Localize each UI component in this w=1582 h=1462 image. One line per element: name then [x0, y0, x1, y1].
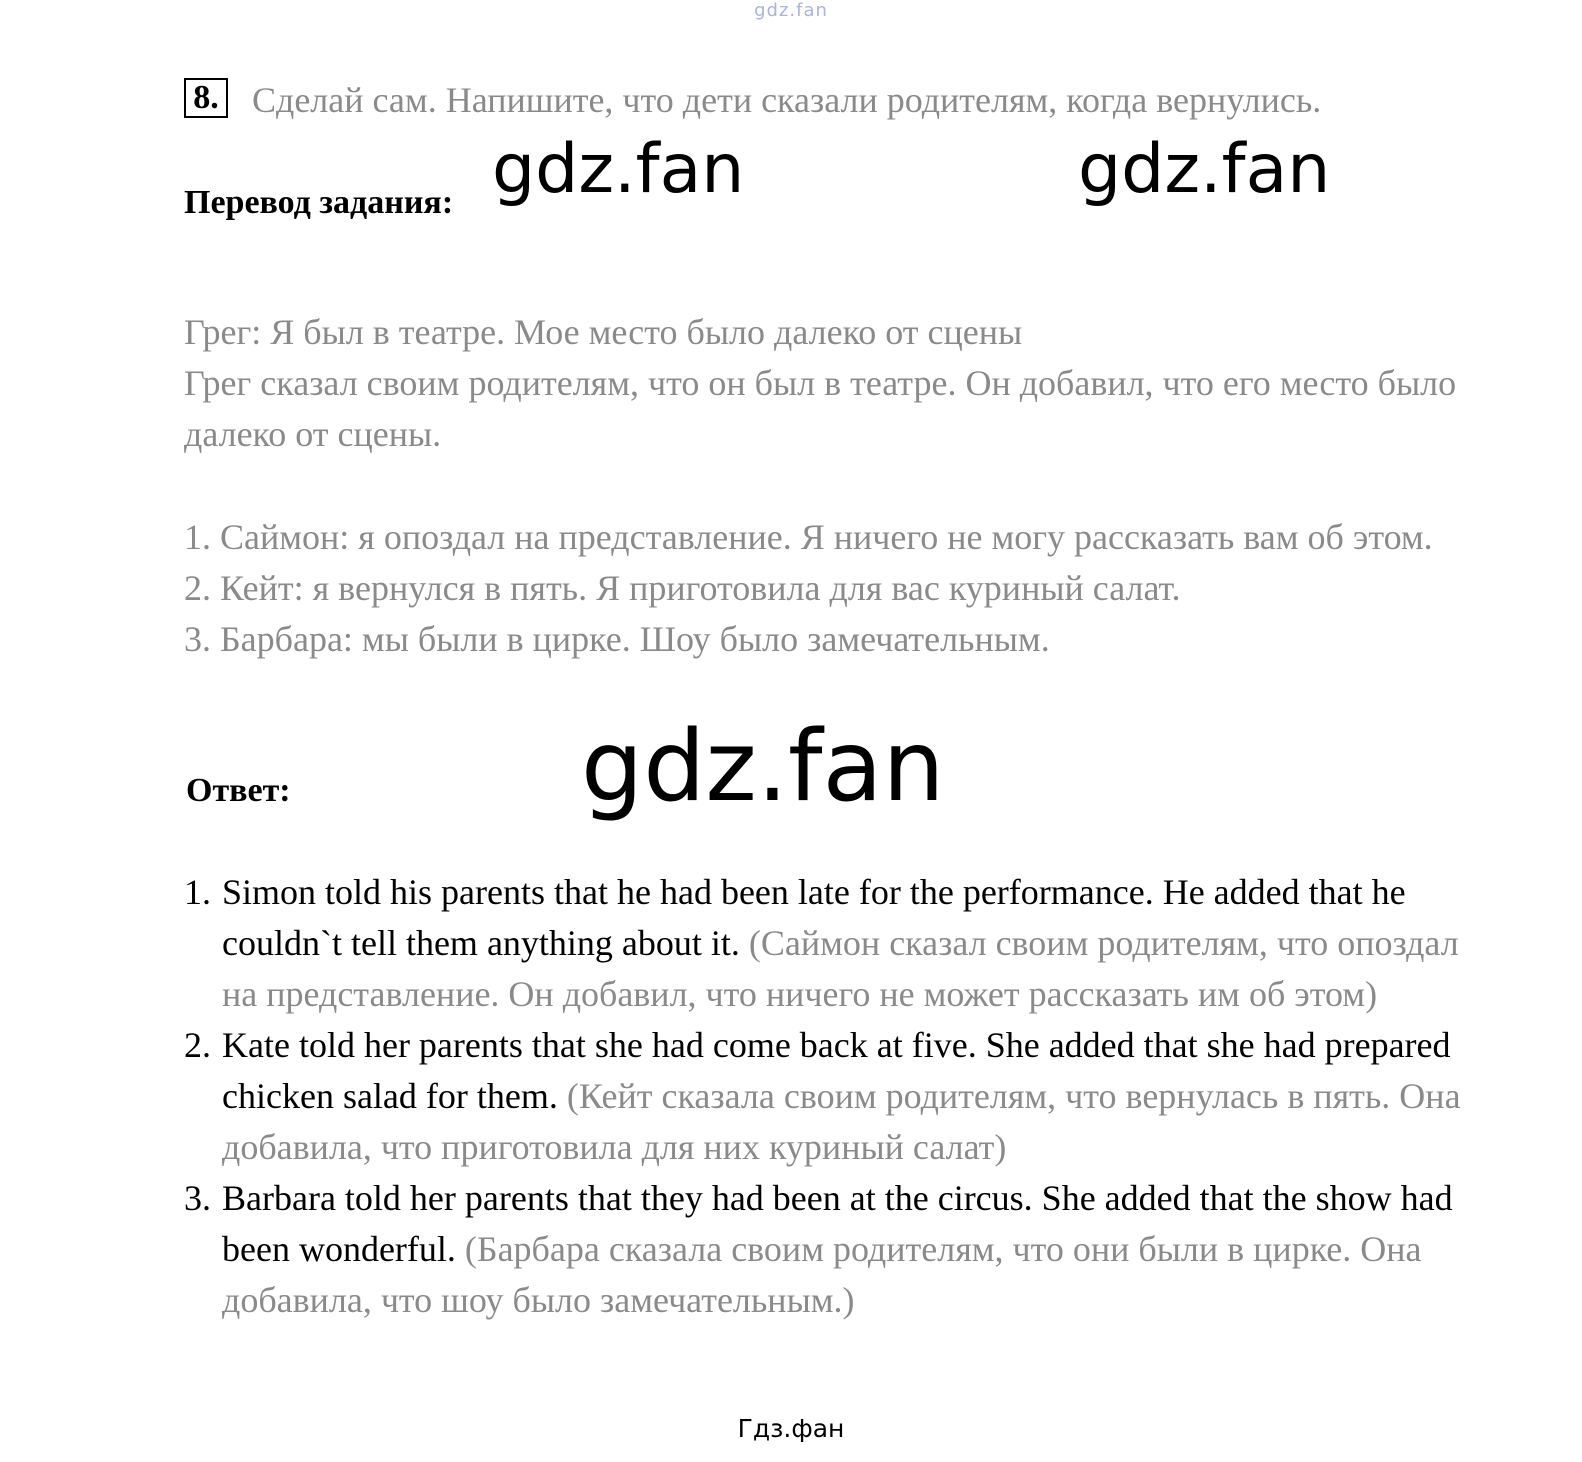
top-watermark: gdz.fan — [754, 0, 828, 21]
answer-english: Simon told his parents that he had been late for the performance. He added that he couldn`t tell them anything about it. — [222, 872, 1406, 963]
answer-english: Kate told her parents that she had come back at five. She added that she had prepared chicken salad for them. — [222, 1025, 1451, 1116]
answer-number: 1. — [184, 872, 211, 912]
task-text: Сделай сам. Напишите, что дети сказали родителям, когда вернулись. — [252, 80, 1322, 120]
answer-russian: (Кейт сказала своим родителям, что вернулась в пять. Она добавила, что приготовила для них куриный салат) — [222, 1076, 1461, 1167]
translation-example — [184, 307, 1474, 460]
example-line: Грег сказал своим родителям, что он был в театре. Он добавил, что его место было далеко от сцены. — [184, 363, 1457, 454]
answer-item — [184, 867, 1474, 1020]
bottom-watermark: Гдз.фан — [737, 1414, 845, 1443]
watermark-large: gdz.fan — [1078, 130, 1331, 209]
answer-russian: (Барбара сказала своим родителям, что они были в цирке. Она добавила, что шоу было замечательным.) — [222, 1229, 1422, 1320]
answer-item — [184, 1020, 1474, 1173]
answer-english: Barbara told her parents that they had been at the circus. She added that the show had been wonderful. — [222, 1178, 1453, 1269]
translation-heading: Перевод задания: — [184, 184, 454, 221]
task-number: 8. — [184, 78, 228, 118]
answer-number: 2. — [184, 1025, 211, 1065]
answer-item — [184, 1173, 1474, 1326]
answer-number: 3. — [184, 1178, 211, 1218]
answer-list — [184, 867, 1474, 1326]
translation-list — [184, 512, 1474, 665]
watermark-large: gdz.fan — [581, 710, 945, 824]
list-item: 3. Барбара: мы были в цирке. Шоу было замечательным. — [184, 619, 1050, 659]
watermark-large: gdz.fan — [492, 130, 745, 209]
answer-russian: (Саймон сказал своим родителям, что опоздал на представление. Он добавил, что ничего не может рассказать им об этом) — [222, 923, 1459, 1014]
list-item: 1. Саймон: я опоздал на представление. Я ничего не могу рассказать вам об этом. — [184, 517, 1433, 557]
answer-heading: Ответ: — [186, 772, 291, 809]
example-line: Грег: Я был в театре. Мое место было далеко от сцены — [184, 312, 1023, 352]
list-item: 2. Кейт: я вернулся в пять. Я приготовила для вас куриный салат. — [184, 568, 1181, 608]
